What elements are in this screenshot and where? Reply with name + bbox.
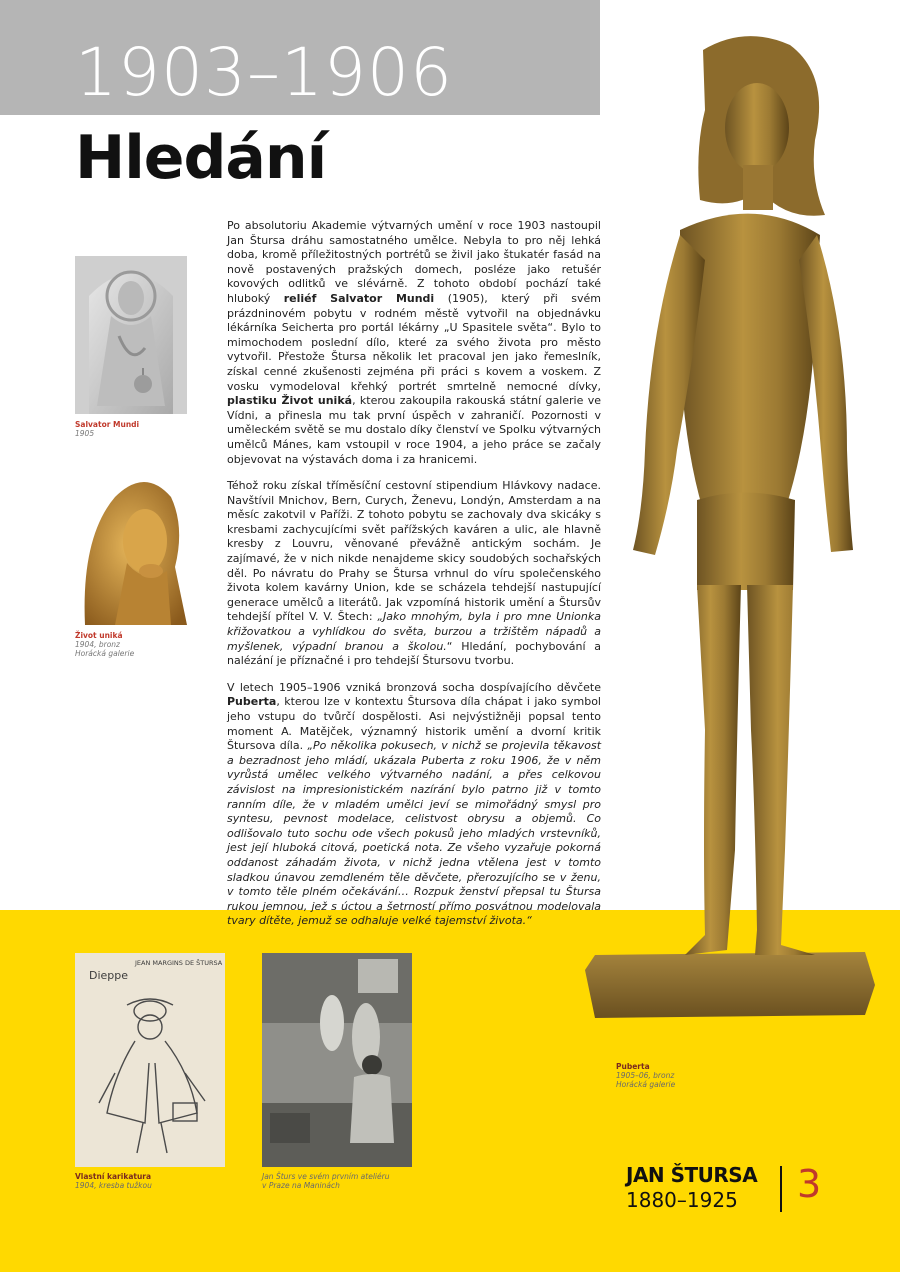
brand-block — [626, 1163, 757, 1213]
paragraph-1: Po absolutoriu Akademie výtvarných umění v roce 1903 nastoupil Jan Štursa dráhu samostatného umělce. Nebyla to pro něj lehká doba, kromě příležitostných portrétů se živil jako štukatér fasád na nově postavených pražských domech, posléze jako retušér kovových odlitků ve slévárně. Z tohoto období pochází také hluboký reliéf Salvator Mundi (1905), který při svém prázdninovém pobytu v rodném městě vytvořil na objednávku lékárníka Seicherta pro portál lékárny „U Spasitele světa“. Bylo to mimochodem poslední dílo, které za svého života pro město vytvořil. Přestože Štursa několik let pracoval jen jako řemeslník, získal cenné zkušenosti zejména při práci s kovem a voskem. Z vosku vymodeloval křehký portrét smrtelně nemocné dívky, plastiku Život uniká, kterou zakoupila rakouská státní galerie ve Vídni, a přinesla mu tak první úspěch v zahraničí. Pozornosti v uměleckém světě se mu dostalo díky členství ve Spolku výtvarných umělců Mánes, kam vstoupil v roce 1904, a jeho práce se začaly objevovat na výstavách doma i za hranicemi. — [227, 219, 601, 466]
atelier-photo-caption — [262, 1172, 389, 1190]
paragraph-2: Téhož roku získal tříměsíční cestovní stipendium Hlávkovy nadace. Navštívil Mnichov, Bern, Curych, Ženevu, Londýn, Amsterdam a na měsíc zakotvil v Paříži. Z tohoto pobytu se zachovaly dva skicáky s kresbami zachycujícími svět pařížských kaváren a ulic, ale hlavně kresby z Louvru, věnované převážně antickým sochám. Je zajímavé, že v nich nikde nenajdeme skicy soudobých sochařských děl. Po návratu do Prahy se Štursa vrhnul do víru společenského života kolem kavárny Union, kde se scházela tehdejší nastupující generace umělců a literátů. Jak vzpomíná historik umění a Štursův tehdejší přítel V. V. Štech: „Jako mnohým, byla i pro mne Unionka křižovatkou a vyhlídkou do světa, burzou a tržištěm nápadů a myšlenek, výpadní branou a školou.“ Hledání, pochybování a nalézání je příznačné i pro tehdejší Štursovu tvorbu. — [227, 479, 601, 668]
caption-place: v Praze na Maninách — [262, 1181, 340, 1190]
salvator-mundi-image — [75, 256, 187, 414]
self-caricature-caption — [75, 1172, 152, 1190]
salvator-mundi-caption — [75, 420, 139, 438]
year-range: 1903–1906 — [75, 34, 453, 111]
puberta-statue-image — [585, 30, 885, 1020]
body-text — [227, 219, 601, 941]
caption-title: Vlastní karikatura — [75, 1172, 152, 1181]
caption-collection: Horácká galerie — [616, 1080, 676, 1089]
sketch-word: Dieppe — [89, 969, 129, 982]
zivot-unika-image — [75, 467, 187, 625]
paragraph-3: V letech 1905–1906 vzniká bronzová socha dospívajícího děvčete Puberta, kterou lze v kontextu Štursova díla chápat i jako symbol jeho vstupu do tvůrčí dospělosti. Asi nejvýstižněji popsal tento moment A. Matějček, významný historik umění a dvorní kritik Štursova díla. „Po několika pokusech, v nichž se projevila těkavost a bezradnost jeho mládí, ukázala Puberta z roku 1906, že v něm vyrůstá umělec velkého výtvarného nadání, a přes celkovou závislost na impresionistickém nazírání bylo patrno již v tomto ranním díle, že v mladém umělci jeví se mimořádný smysl pro syntesu, pevnost modelace, celistvost obrysu a objemů. Co odlišovalo tuto sochu ode všech pokusů jeho mladých vrstevníků, jest její hluboká citová, poetická nota. Ze všeho vyzařuje pokorná oddanost záhadám života, v nichž jedna vtělena jest v tomto sladkou únavou zemdleném těle děvčete, přerozujícího se v ženu, v tomto těle plném očekávání… Rozpuk ženství přepsal tu Štursa rukou jemnou, jež s úctou a šetrností přímo posvátnou modelovala tvary dítěte, jemuž se odhaluje velké tajemství života.“ — [227, 680, 602, 928]
self-caricature-image — [75, 953, 225, 1167]
sketch-signature: JEAN MARGINS DE ŠTURSA — [135, 959, 223, 967]
page-number: 3 — [797, 1162, 822, 1206]
caption-detail: 1904, bronz — [75, 640, 120, 649]
page-title: Hledání — [75, 123, 327, 193]
brand-name: JAN ŠTURSA — [626, 1163, 758, 1187]
caption-title: Salvator Mundi — [75, 420, 140, 429]
caption-detail: Jan Šturs ve svém prvním ateliéru — [262, 1172, 390, 1181]
atelier-photo-image — [262, 953, 412, 1167]
caption-title: Puberta — [616, 1062, 650, 1071]
caption-detail: 1905 — [75, 429, 95, 438]
zivot-unika-caption — [75, 631, 134, 658]
brand-years: 1880–1925 — [626, 1188, 738, 1212]
caption-detail: 1904, kresba tužkou — [75, 1181, 152, 1190]
brand-divider — [780, 1166, 782, 1212]
caption-detail: 1905–06, bronz — [616, 1071, 675, 1080]
puberta-caption — [616, 1062, 675, 1089]
caption-title: Život uniká — [75, 631, 123, 640]
caption-collection: Horácká galerie — [75, 649, 135, 658]
